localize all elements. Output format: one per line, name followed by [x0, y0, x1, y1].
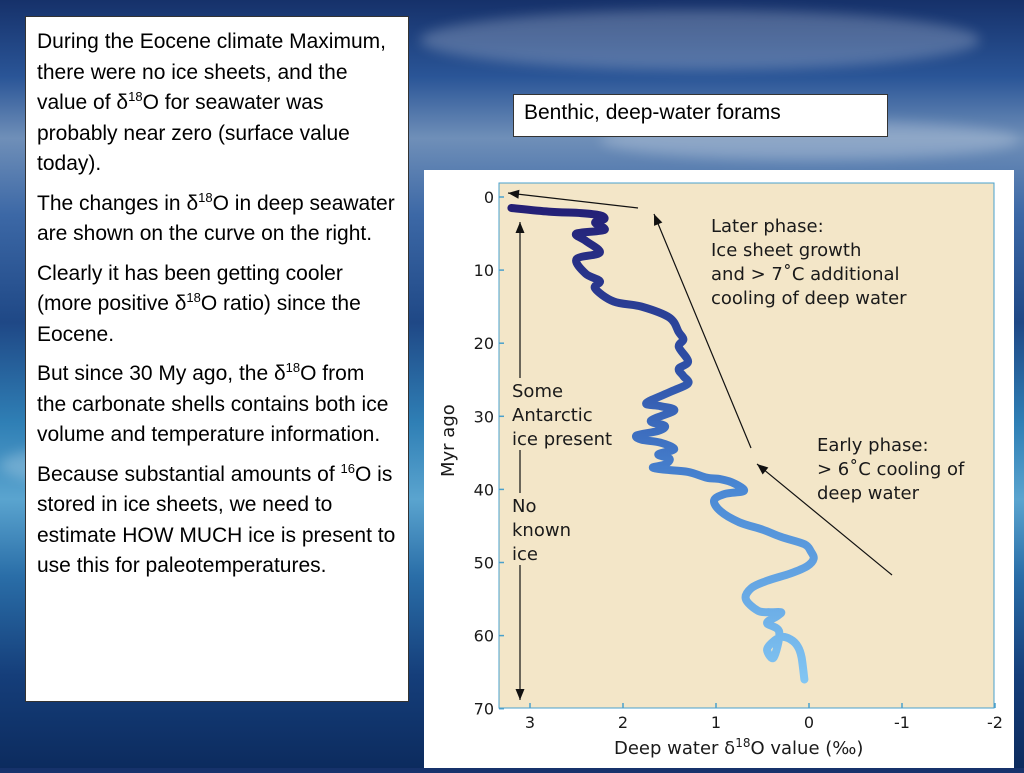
superscript: 18 [198, 189, 213, 205]
y-tick-label: 40 [473, 480, 494, 500]
annotation-some-antarctic: ice present [512, 429, 613, 450]
cloud-streak [420, 10, 980, 70]
x-tick-label: -1 [894, 713, 910, 732]
delta-symbol: δ [186, 191, 199, 215]
annotation-early-phase: > 6˚C cooling of [817, 459, 965, 480]
x-tick-label: 1 [710, 713, 722, 732]
text: O for seawater was probably near zero (surface value today). [37, 91, 350, 175]
text: O ratio) since the Eocene. [37, 292, 361, 346]
chart-panel [424, 170, 1014, 768]
y-tick-label: 70 [473, 699, 494, 719]
text: Because substantial amounts of [37, 462, 341, 486]
x-axis-label [614, 736, 863, 759]
benthic-forams-label [513, 94, 888, 137]
y-tick-label: 20 [473, 334, 494, 354]
annotation-no-known-ice: known [512, 520, 571, 541]
y-tick-label: 0 [483, 188, 494, 207]
paragraph-2 [37, 189, 398, 250]
x-axis-label-delta: δ [724, 738, 736, 759]
annotation-no-known-ice: No [512, 496, 537, 517]
paragraph-5 [37, 460, 398, 582]
text: O in deep seawater are shown on the curve on the right. [37, 191, 395, 245]
x-axis-label-sup: 18 [735, 736, 751, 750]
y-tick-label: 30 [473, 407, 494, 427]
explanation-text-box [25, 16, 409, 702]
label-text: Benthic, deep-water forams [524, 101, 781, 124]
x-axis-label-pre: Deep water [614, 738, 725, 759]
y-tick-label: 10 [473, 261, 494, 281]
y-tick-label: 60 [473, 626, 494, 646]
annotation-later-phase: cooling of deep water [711, 288, 907, 309]
paragraph-1 [37, 27, 398, 180]
superscript: 18 [186, 290, 201, 305]
annotation-later-phase: Later phase: [711, 216, 824, 237]
annotation-later-phase: and > 7˚C additional [711, 264, 900, 285]
y-tick-label: 50 [473, 553, 494, 573]
oxygen-isotope-chart [424, 170, 1014, 768]
text: O from the carbonate shells contains both ice volume and temperature information. [37, 362, 389, 446]
x-axis-label-post: O value (‰) [750, 738, 864, 759]
x-tick-label: -2 [987, 713, 1003, 732]
superscript: 18 [285, 360, 301, 375]
text: The changes in [37, 191, 187, 215]
delta-symbol: δ [273, 362, 286, 385]
text: Clearly it has been getting cooler (more positive [37, 261, 343, 315]
superscript: 16 [340, 460, 355, 476]
annotation-early-phase: deep water [817, 483, 920, 504]
x-tick-label: 2 [617, 713, 629, 732]
superscript: 18 [128, 89, 143, 104]
delta-symbol: δ [116, 91, 129, 114]
annotation-no-known-ice: ice [512, 544, 538, 565]
annotation-some-antarctic: Antarctic [512, 405, 593, 426]
delta-symbol: δ [174, 292, 187, 315]
paragraph-3 [37, 259, 398, 351]
text: During the Eocene climate Maximum, there were no ice sheets, and the value of [37, 30, 386, 114]
annotation-early-phase: Early phase: [817, 435, 929, 456]
annotation-later-phase: Ice sheet growth [711, 240, 862, 261]
x-tick-label: 0 [803, 713, 815, 732]
annotation-some-antarctic: Some [512, 381, 564, 402]
x-tick-label: 3 [524, 713, 536, 732]
paragraph-4 [37, 359, 398, 451]
text: O is stored in ice sheets, we need to estimate HOW MUCH ice is present to use this for paleotemperatures. [37, 462, 396, 577]
y-axis-label: Myr ago [438, 404, 459, 477]
text: But since 30 My ago, the [37, 362, 274, 385]
